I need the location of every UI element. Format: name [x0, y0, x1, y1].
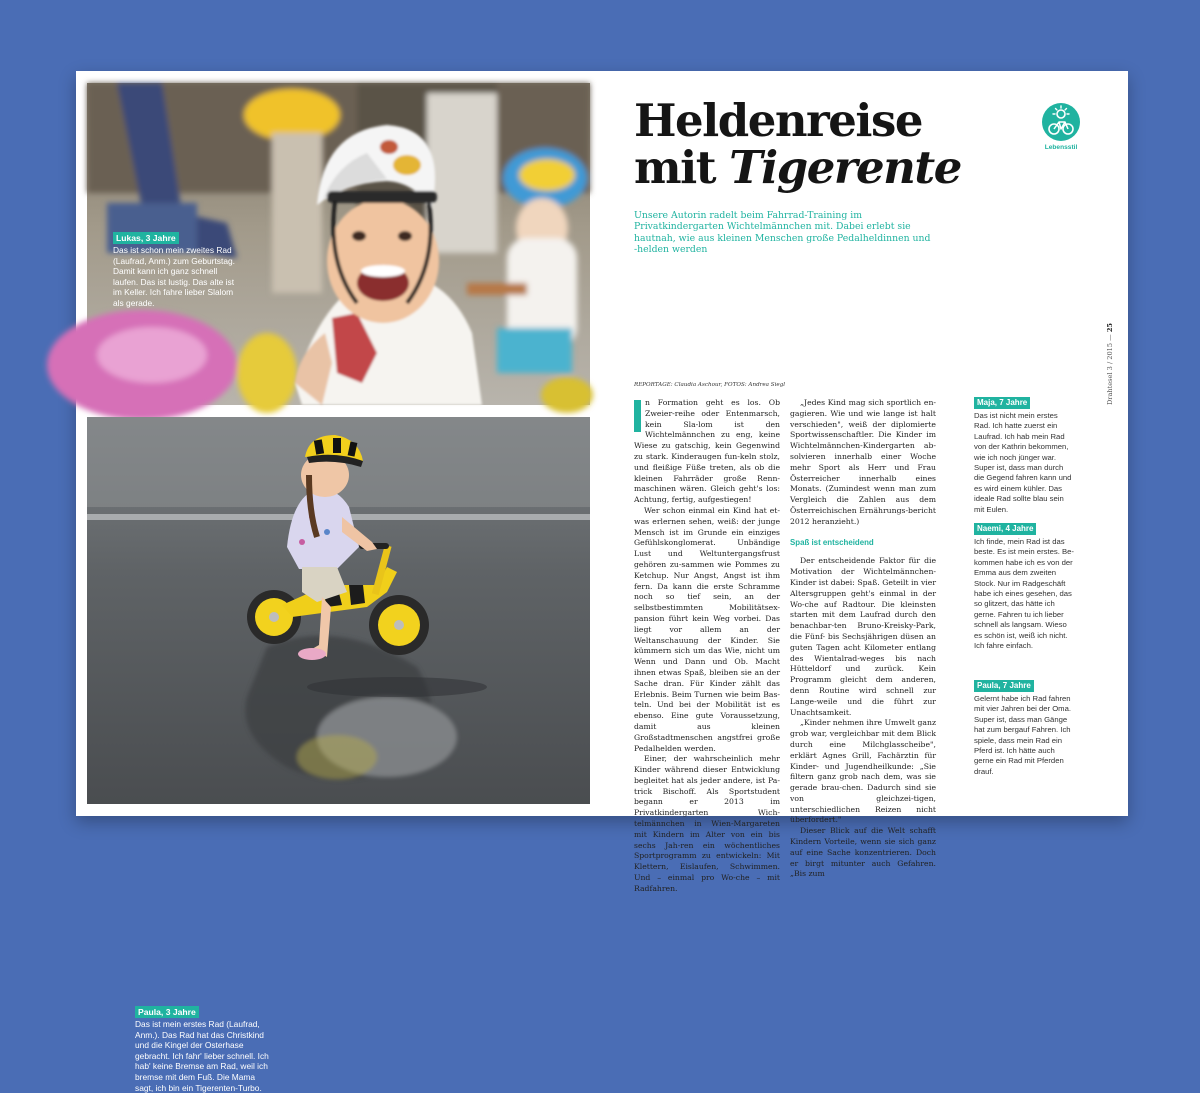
caption-name-tag: Lukas, 3 Jahre [113, 232, 179, 244]
photo-girl-illustration [87, 417, 590, 804]
quote-text: Ich finde, mein Rad ist das beste. Es ist mein erstes. Be-kommen habe ich es von der Emma aus dem zweiten Stock. Nur im Radgeschäft habe ich eines gesehen, das so glitzert, das hätte ich gerne. Fahren tu ich lieber schnell als langsam. Wieso es schön ist, weiß ich nicht. Ich fahre einfach. [974, 537, 1074, 651]
bicycle-sun-icon-graphic [1042, 103, 1080, 141]
headline-line-1: Heldenreise [634, 94, 922, 147]
article-intro: Unsere Autorin radelt beim Fahrrad-Training im Privatkindergarten Wichtelmännchen mit. Dabei erlebt sie hautnah, wie aus kleinen Menschen große Pedalheldinnen und -helden werden [634, 210, 931, 256]
byline: REPORTAGE: Claudia Aschour, FOTOS: Andrea Siegl [634, 382, 786, 388]
folio-issue: Drahtesel 3 / 2015 — [1106, 332, 1114, 405]
quote-text: Gelernt habe ich Rad fahren mit vier Jahren bei der Oma. Super ist, dass man Gänge hat zum bergauf Fahren. Ich spiele, dass mein Rad ein Pferd ist. Ich hätte auch gerne ein Rad mit Pferden drauf. [974, 694, 1071, 776]
body-paragraph: Einer, der wahrscheinlich mehr Kinder während dieser Entwicklung begleitet hat als jeder andere, ist Pa-trick Bischoff. Als Sportstudent begann er 2013 im Privatkindergarten Wich-telmännchen in Wien-Margareten mit Kindern im Alter von ein bis sechs Jah-ren ein wöchentliches Sportprogramm zu entwickeln: Mit Klettern, Eislaufen, Schwimmen. Und – einmal pro Wo-che – mit Radfahren. [634, 754, 780, 893]
bicycle-sun-icon [1042, 103, 1080, 141]
section-badge [1038, 103, 1084, 151]
folio-page-number: 25 [1106, 322, 1114, 333]
quote-text: Das ist nicht mein erstes Rad. Ich hatte zuerst ein Laufrad. Ich hab mein Rad von der Kathrin bekommen, wie ich noch jünger war. Super ist, dass man durch die Gegend fahren kann und es wird einem kühler. Das ideale Rad sollte blau sein mit Eulen. [974, 411, 1072, 514]
body-paragraph: „Jedes Kind mag sich sportlich en-gagieren. Wie und wie lange ist halt verschieden", weiß der diplomierte Sportwissenschaftler. Die Kinder im Wichtelmännchen-Kindergarten ab-solvieren innerhalb einer Woche mehr Sport als Herr und Frau Österreicher innerhalb eines Monats. (Zumindest wenn man zum Vergleich die Zahlen aus dem Österreichischen Ernährungs-bericht 2012 heranzieht.) [790, 398, 936, 526]
photo-caption-paula [135, 1006, 270, 1093]
body-paragraph: Der entscheidende Faktor für die Motivation der Wichtelmännchen-Kinder ist dabei: Spaß. Geteilt in vier Altersgruppen geht's einmal in der Wo-che auf Radtour. Die kleinsten starten mit dem Laufrad durch den benachbar-ten Bruno-Kreisky-Park, die Fünf- bis Sechsjährigen düsen an guten Tagen acht Kilometer entlang des Wientalrad-weges bis nach Hütteldorf und zurück. Kein Programm gleicht dem anderen, denn Routine wird schnell zur Lange-weile und die führt zur Unachtsamkeit. [790, 556, 936, 717]
drop-cap-initial [634, 400, 641, 432]
kid-quote-naemi [974, 523, 1074, 651]
body-paragraph: Wer schon einmal ein Kind hat et-was erlernen sehen, weiß: der junge Mensch ist im Grunde ein einziges Gefühlskonglomerat. Unbändige Lust und Weltuntergangsfrust gehören zu-sammen wie Pommes zu Ketchup. Nur Angst, Angst ist ihm fern. Da kann die erste Schramme noch so tief sein, an der selbstbestimmten Mobilitätsex-pansion führt kein Weg vorbei. Das liegt vor allem an der Weltanschauung der Kinder. Sie kümmern sich um das Wie, nicht um Wenn und Dann und Ob. Macht ihnen etwas Spaß, bleiben sie an der Sache dran. Für Kinder zählt das Erlebnis. Beim Turnen wie beim Bas-teln. Und bei der Mobilität ist es ebenso. Eine gute Voraussetzung, damit aus kleinen Großstadtmenschen angstfrei große Pedalhelden werden. [634, 505, 780, 753]
body-paragraph: Dieser Blick auf die Welt schafft Kindern Vorteile, wenn sie sich ganz auf eine Sache konzentrieren. Doch er birgt mitunter auch Gefahren. „Bis zum [790, 826, 936, 879]
caption-text: Das ist mein erstes Rad (Laufrad, Anm.). Das Rad hat das Christkind und die Kingel der Osterhase gebracht. Ich fahr' lieber schnell. Ich hab' keine Bremse am Rad, weil ich bremse mit dem Fuß. Die Mama sagt, ich bin ein Tigerenten-Turbo. [135, 1019, 269, 1093]
kid-quote-maja [974, 397, 1074, 515]
kid-quote-paula [974, 680, 1074, 777]
headline-line-2 [634, 141, 961, 194]
caption-text: Das ist schon mein zweites Rad (Laufrad, Anm.) zum Geburtstag. Damit kann ich ganz schnell laufen. Das ist lustig. Das alte ist im Keller. Ich fahre lieber Slalom als gerade. [113, 245, 235, 308]
body-paragraph-text: n Formation geht es los. Ob Zweier-reihe oder Entenmarsch, kein Sla-lom ist den Wichtelmännchen zu eng, keine Wiese zu gatschig, kein Gegenwind zu stark. Kinderaugen fun-keln stolz, und fleißige Füße treten, als ob die kleinen Fahrräder große Renn-maschinen wären. Gleich geht's los: Achtung, fertig, aufgestiegen! [634, 398, 780, 505]
headline-line-2-plain: mit [634, 141, 730, 194]
photo-caption-lukas [113, 232, 243, 309]
section-subhead: Spaß ist entscheidend [790, 537, 874, 547]
photo-girl-on-balance-bike [87, 417, 590, 1093]
quote-name-tag: Maja, 7 Jahre [974, 397, 1030, 409]
quote-name-tag: Paula, 7 Jahre [974, 680, 1034, 692]
caption-name-tag: Paula, 3 Jahre [135, 1006, 199, 1018]
section-label: Lebensstil [1044, 144, 1078, 151]
body-paragraph: „Kinder nehmen ihre Umwelt ganz grob war, vergleichbar mit dem Blick durch eine Milchglasscheibe", erklärt Agnes Grill, Fachärztin für Kinder- und Jugendheilkunde: „Sie filtern ganz grob nach dem, was sie gerade brau-chen. Dadurch sind sie von gleichzei-tigen, unterschiedlichen Reizen nicht überfordert." [790, 718, 936, 825]
quote-name-tag: Naemi, 4 Jahre [974, 523, 1036, 535]
body-paragraph [634, 398, 780, 506]
body-column-1 [634, 398, 780, 893]
photo-boy-with-helmet [87, 83, 590, 405]
body-column-2 [790, 398, 936, 879]
headline-line-2-italic: Tigerente [729, 141, 961, 194]
page-folio [1106, 323, 1114, 405]
article-headline [634, 94, 961, 194]
magazine-spread [76, 71, 1128, 1093]
